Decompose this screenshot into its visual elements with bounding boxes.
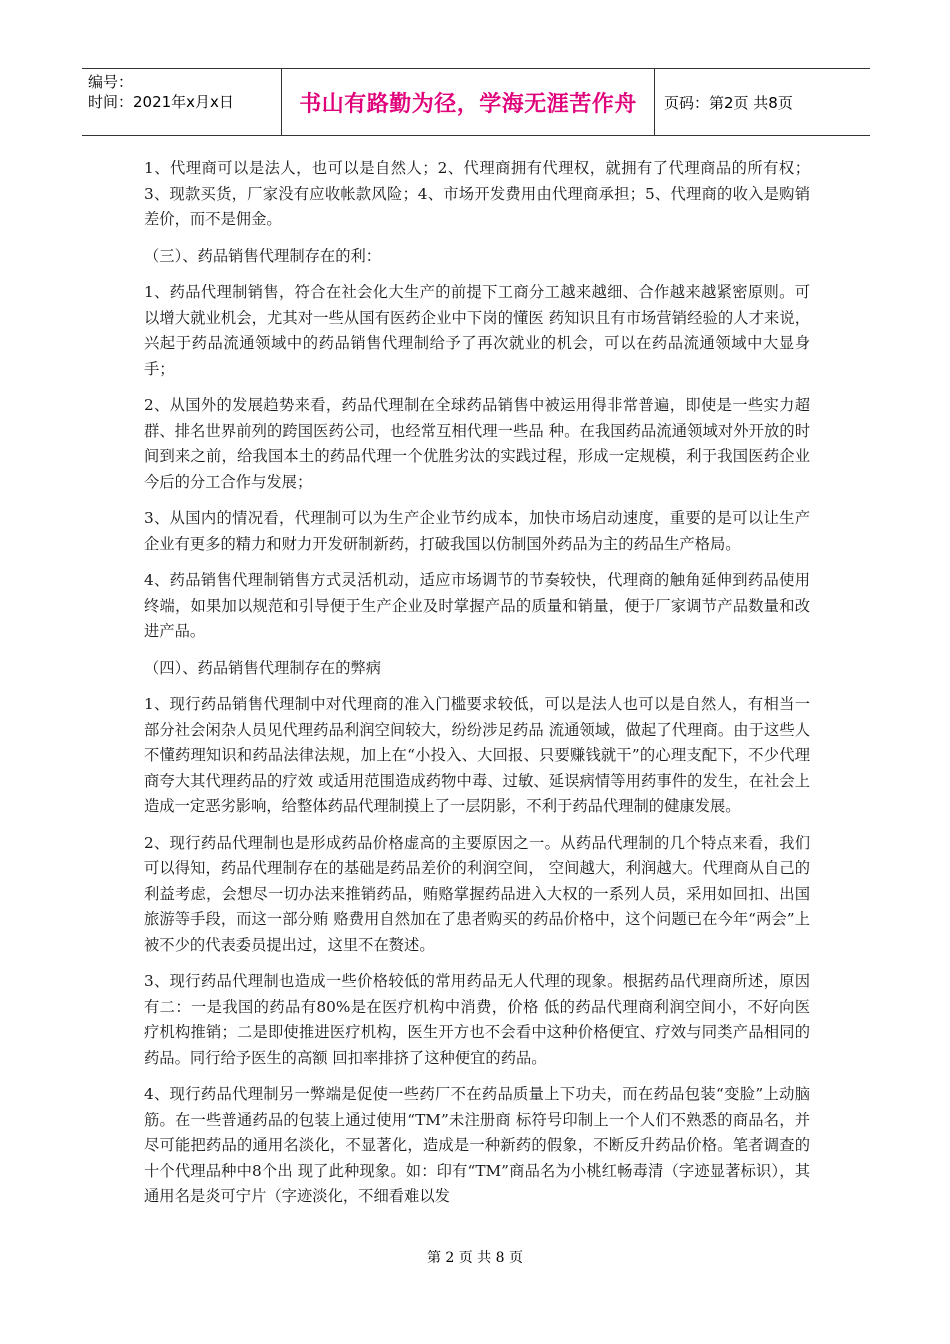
paragraph-drawback-2: 2、现行药品代理制也是形成药品价格虚高的主要原因之一。从药品代理制的几个特点来看，我们可以得知，药品代理制存在的基础是药品差价的利润空间， 空间越大，利润越大。代理商从自己的利益考虑，会想尽一切办法来推销药品，贿赂掌握药品进入大权的一系列人员，采用如回扣、出国旅游等手段，而这一部分贿 赂费用自然加在了患者购买的药品价格中，这个问题已在今年“两会”上被不少的代表委员提出过，这里不在赘述。 [144,833,810,954]
paragraph-advantage-4: 4、药品销售代理制销售方式灵活机动，适应市场调节的节奏较快，代理商的触角延伸到药品使用终端，如果加以规范和引导便于生产企业及时掌握产品的质量和销量，便于厂家调节产品数量和改进产品。 [144,571,810,640]
number-label: 编号： [88,73,134,91]
paragraph-drawback-1: 1、现行药品销售代理制中对代理商的准入门槛要求较低，可以是法人也可以是自然人，有相当一部分社会闲杂人员见代理药品利润空间较大，纷纷涉足药品 流通领域，做起了代理商。由于这些人不懂药理知识和药品法律法规，加上在“小投入、大回报、只要赚钱就干”的心理支配下，不少代理商夸大其代理药品的疗效 或适用范围造成药物中毒、过敏、延误病情等用药事件的发生，在社会上造成一定恶劣影响，给整体药品代理制摸上了一层阴影，不利于药品代理制的健康发展。 [144,695,810,815]
paragraph-agent-features: 1、代理商可以是法人，也可以是自然人；2、代理商拥有代理权，就拥有了代理商品的所有权；3、现款买货，厂家没有应收帐款风险；4、市场开发费用由代理商承担；5、代理商的收入是购销差价，而不是佣金。 [144,159,810,228]
paragraph-advantage-1: 1、药品代理制销售，符合在社会化大生产的前提下工商分工越来越细、合作越来越紧密原则。可以增大就业机会，尤其对一些从国有医药企业中下岗的懂医 药知识且有市场营销经验的人才来说，兴起于药品流通领域中的药品销售代理制给予了再次就业的机会，可以在药品流通领域中大显身手； [144,283,810,378]
section-heading-drawbacks: （四）、药品销售代理制存在的弊病 [144,658,382,677]
page-header [82,68,870,136]
paragraph-advantage-2: 2、从国外的发展趋势来看，药品代理制在全球药品销售中被运用得非常普遍，即使是一些实力超群、排名世界前列的跨国医药公司，也经常互相代理一些品 种。在我国药品流通领域对外开放的时间到来之前，给我国本土的药品代理一个优胜劣汰的实践过程，形成一定规模，利于我国医药企业今后的分工合作与发展； [144,396,810,491]
paragraph-drawback-4: 4、现行药品代理制另一弊端是促使一些药厂不在药品质量上下功夫，而在药品包装“变脸”上动脑筋。在一些普通药品的包装上通过使用“TM”未注册商 标符号印制上一个人们不熟悉的商品名，并尽可能把药品的通用名淡化，不显著化，造成是一种新药的假象，不断反升药品价格。笔者调查的十个代理品种中8个出 现了此种现象。如：印有“TM”商品名为小桃红畅毒清（字迹显著标识），其通用名是炎可宁片（字迹淡化，不细看难以发 [144,1085,810,1205]
header-motto: 书山有路勤为径，学海无涯苦作舟 [282,69,655,135]
page-footer: 第 2 页 共 8 页 [426,1250,524,1266]
paragraph-drawback-3: 3、现行药品代理制也造成一些价格较低的常用药品无人代理的现象。根据药品代理商所述，原因有二：一是我国的药品有80%是在医疗机构中消费，价格 低的药品代理商利润空间小，不好向医疗机构推销；二是即使推进医疗机构，医生开方也不会看中这种价格便宜、疗效与同类产品相同的药品。同行给予医生的高额 回扣率排挤了这种便宜的药品。 [144,972,810,1067]
header-meta [82,69,282,135]
paragraph-advantage-3: 3、从国内的情况看，代理制可以为生产企业节约成本，加快市场启动速度，重要的是可以让生产企业有更多的精力和财力开发研制新药，打破我国以仿制国外药品为主的药品生产格局。 [144,509,810,553]
header-page-info: 页码：第2页 共8页 [664,93,793,112]
date-label: 时间：2021年x月x日 [88,93,234,111]
section-heading-advantages: （三）、药品销售代理制存在的利： [144,246,382,265]
document-body [144,156,810,1221]
